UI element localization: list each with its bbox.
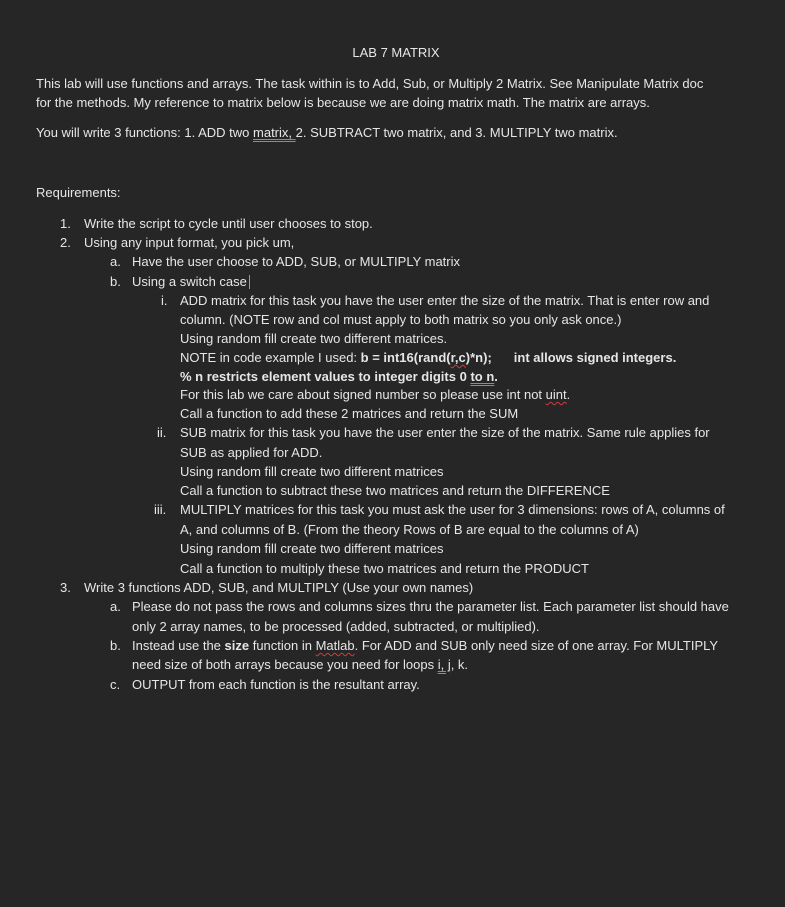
list-item-3a-line-2: only 2 array names, to be processed (added, subtracted, or multiplied). [132,619,540,634]
add-line-7: Call a function to add these 2 matrices and return the SUM [180,406,519,421]
add-line-2: column. (NOTE row and col must apply to both matrix so you only ask once.) [180,312,622,327]
sub-line-2: SUB as applied for ADD. [180,445,323,460]
list-number-3: 3. [60,580,71,595]
list-letter-3a: a. [110,599,121,614]
list-roman-ii: ii. [157,425,167,440]
list-number-1: 1. [60,216,71,231]
multiply-line-3: Using random fill create two different matrices [180,541,444,556]
add-line-4 [180,350,676,366]
list-letter-3c: c. [110,677,121,692]
functions-line-post: 2. SUBTRACT two matrix, and 3. MULTIPLY two matrix. [295,125,618,140]
list-letter-2a: a. [110,254,121,269]
sub-line-1: SUB matrix for this task you have the user enter the size of the matrix. Same rule applies for [180,425,710,440]
sub-line-4: Call a function to subtract these two matrices and return the DIFFERENCE [180,483,610,498]
list-item-3b-pre: Instead use the [132,638,225,653]
list-item-3: Write 3 functions ADD, SUB, and MULTIPLY (Use your own names) [84,580,474,595]
size-keyword: size [224,638,250,653]
text-cursor [249,275,250,289]
list-item-1: Write the script to cycle until user chooses to stop. [84,216,373,231]
code-example-part2: )*n); [465,350,492,365]
add-line-4-pre: NOTE in code example I used: [180,350,361,365]
functions-line-underlined: matrix, [253,125,296,140]
add-line-6 [180,387,570,403]
add-line-6-end: . [566,387,571,402]
multiply-line-4: Call a function to multiply these two matrices and return the PRODUCT [180,561,589,576]
intro-line-1: This lab will use functions and arrays. The task within is to Add, Sub, or Multiply 2 Matrix. See Manipulate Matrix doc [36,76,704,91]
add-line-6-uint: uint [545,387,567,402]
multiply-line-1: MULTIPLY matrices for this task you must ask the user for 3 dimensions: rows of A, columns of [180,502,725,517]
restrict-note: % n restricts element values to integer digits 0 [180,369,471,384]
list-letter-2b: b. [110,274,121,289]
list-item-3b-mid: function in [249,638,316,653]
list-letter-3b: b. [110,638,121,653]
code-example-rc: r,c [450,350,466,365]
list-item-3b-line-2 [132,657,468,673]
list-item-3b-post: . For ADD and SUB only need size of one array. For MULTIPLY [354,638,719,653]
list-item-3b-line-1 [132,638,718,654]
list-item-3b-l2-post: , k. [450,657,469,672]
list-item-2: Using any input format, you pick um, [84,235,295,250]
list-roman-iii: iii. [154,502,167,517]
restrict-note-to-n: to n [470,369,495,384]
add-line-5 [180,369,498,385]
restrict-note-end: . [494,369,498,384]
requirements-heading: Requirements: [36,185,121,200]
functions-line [36,125,618,141]
list-item-3c: OUTPUT from each function is the resultant array. [132,677,420,692]
matlab-word: Matlab [315,638,355,653]
add-line-3: Using random fill create two different matrices. [180,331,448,346]
functions-line-pre: You will write 3 functions: 1. ADD two [36,125,254,140]
list-item-2b [132,274,250,290]
intro-line-2: for the methods. My reference to matrix below is because we are doing matrix math. The matrix are arrays. [36,95,650,110]
list-number-2: 2. [60,235,71,250]
multiply-line-2: A, and columns of B. (From the theory Rows of B are equal to the columns of A) [180,522,639,537]
page-title: LAB 7 MATRIX [352,45,440,60]
signed-int-note: int allows signed integers. [513,350,677,365]
sub-line-3: Using random fill create two different matrices [180,464,444,479]
list-roman-i: i. [161,293,168,308]
list-item-3b-l2-pre: need size of both arrays because you need for loops [132,657,438,672]
add-line-6-pre: For this lab we care about signed number so please use int not [180,387,546,402]
code-example-part1: b = int16(rand( [360,350,451,365]
list-item-3a-line-1: Please do not pass the rows and columns sizes thru the parameter list. Each parameter list should have [132,599,729,614]
add-line-1: ADD matrix for this task you have the user enter the size of the matrix. That is enter row and [180,293,710,308]
list-item-2b-text: Using a switch case [132,274,247,289]
list-item-2a: Have the user choose to ADD, SUB, or MULTIPLY matrix [132,254,461,269]
loop-vars-ij: i, j [437,657,451,672]
